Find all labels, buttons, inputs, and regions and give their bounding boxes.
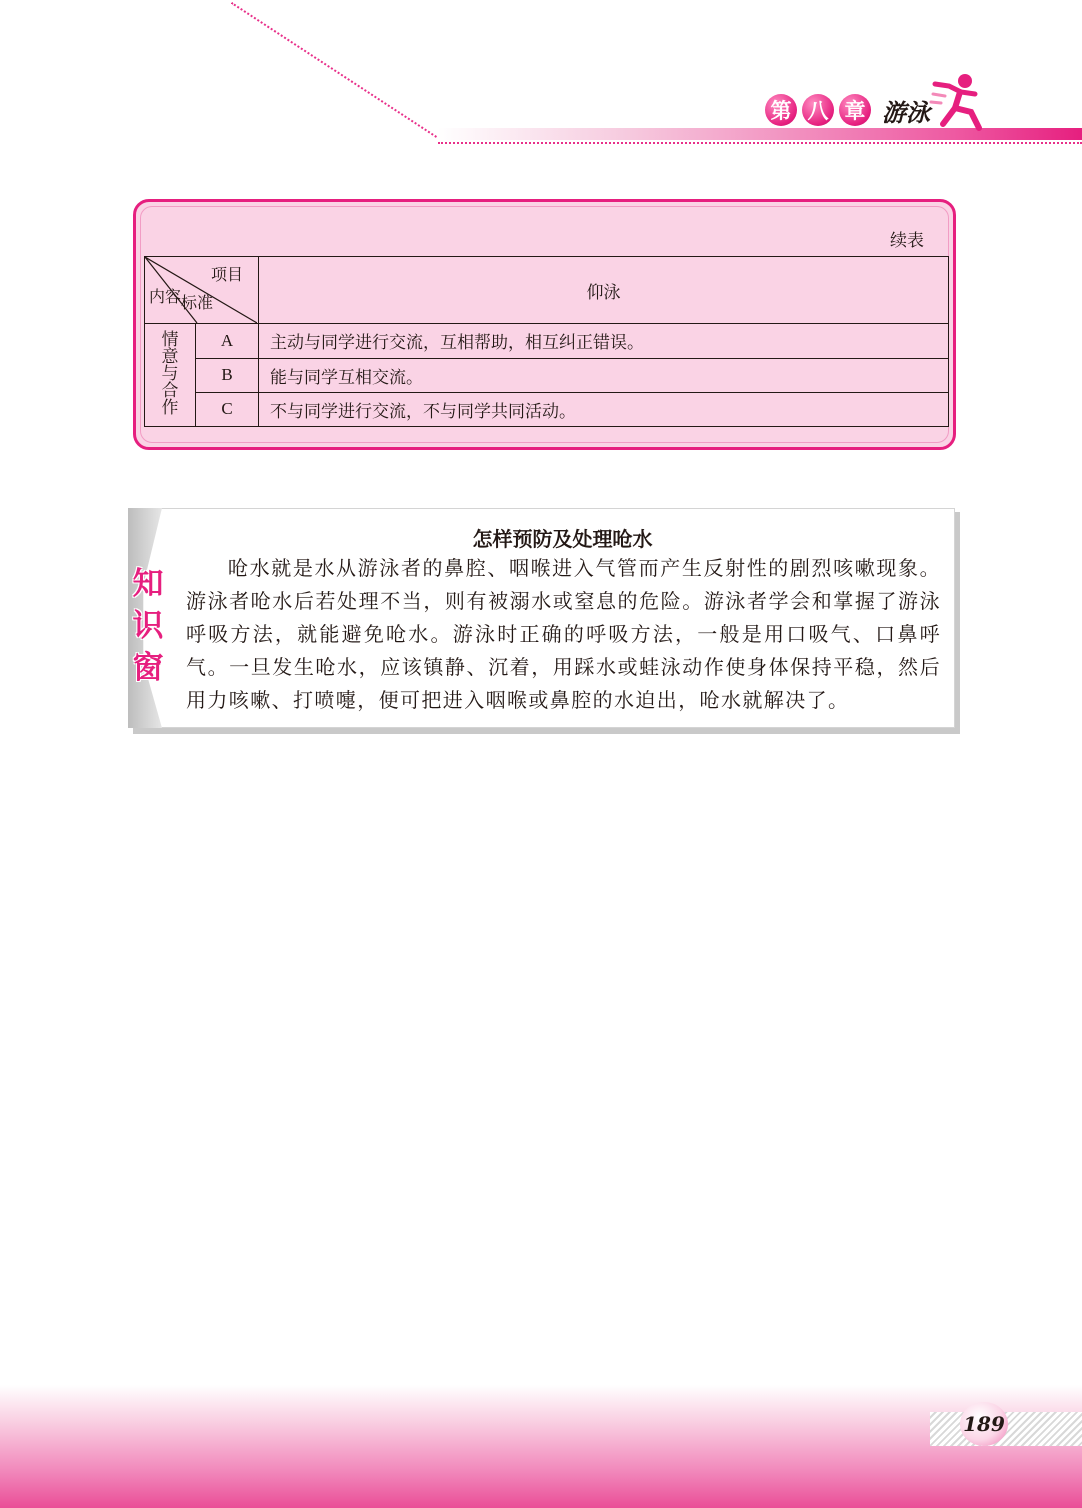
table-row (145, 392, 949, 426)
chapter-heading (765, 92, 930, 128)
footer-gradient-band (0, 1385, 1082, 1508)
decorative-dotted-line (230, 2, 437, 140)
chapter-title: 游泳 (882, 97, 930, 127)
diagonal-label-item: 项目 (211, 265, 244, 284)
continued-table-label: 续表 (890, 231, 924, 251)
description-cell: 能与同学互相交流。 (259, 358, 949, 392)
description-cell: 主动与同学进行交流，互相帮助，相互纠正错误。 (259, 324, 949, 358)
evaluation-table (144, 256, 949, 427)
category-label: 情意与合作 (161, 330, 179, 419)
runner-icon (927, 72, 989, 132)
chapter-char-3: 章 (839, 94, 871, 126)
chapter-char-1: 第 (765, 94, 797, 126)
knowledge-window-label-char-2: 识 (132, 608, 164, 644)
description-cell: 不与同学进行交流，不与同学共同活动。 (259, 392, 949, 426)
knowledge-window-label-char-3: 窗 (132, 650, 164, 686)
chapter-char-2: 八 (802, 94, 834, 126)
table-row (145, 358, 949, 392)
level-cell: A (196, 324, 259, 358)
diagonal-header-cell (145, 257, 259, 324)
page-number: 189 (960, 1402, 1008, 1446)
level-cell: C (196, 392, 259, 426)
diagonal-label-content: 内容 (149, 287, 182, 306)
diagonal-label-standard: 标准 (181, 293, 214, 312)
header-dotted-line (438, 142, 1082, 144)
column-header-backstroke: 仰泳 (259, 257, 949, 324)
knowledge-window-body: 呛水就是水从游泳者的鼻腔、咽喉进入气管而产生反射性的剧烈咳嗽现象。游泳者呛水后若处理不当，则有被溺水或窒息的危险。游泳者学会和掌握了游泳呼吸方法，就能避免呛水。游泳时正确的呼吸方法，一般是用口吸气、口鼻呼气。一旦发生呛水，应该镇静、沉着，用踩水或蛙泳动作使身体保持平稳，然后用力咳嗽、打喷嚏，便可把进入咽喉或鼻腔的水迫出，呛水就解决了。 (186, 556, 941, 712)
knowledge-window-title: 怎样预防及处理呛水 (472, 527, 653, 551)
knowledge-window-label-char-1: 知 (132, 566, 164, 602)
level-cell: B (196, 358, 259, 392)
category-cell (145, 324, 196, 427)
table-row (145, 324, 949, 358)
table-header-row (145, 257, 949, 324)
